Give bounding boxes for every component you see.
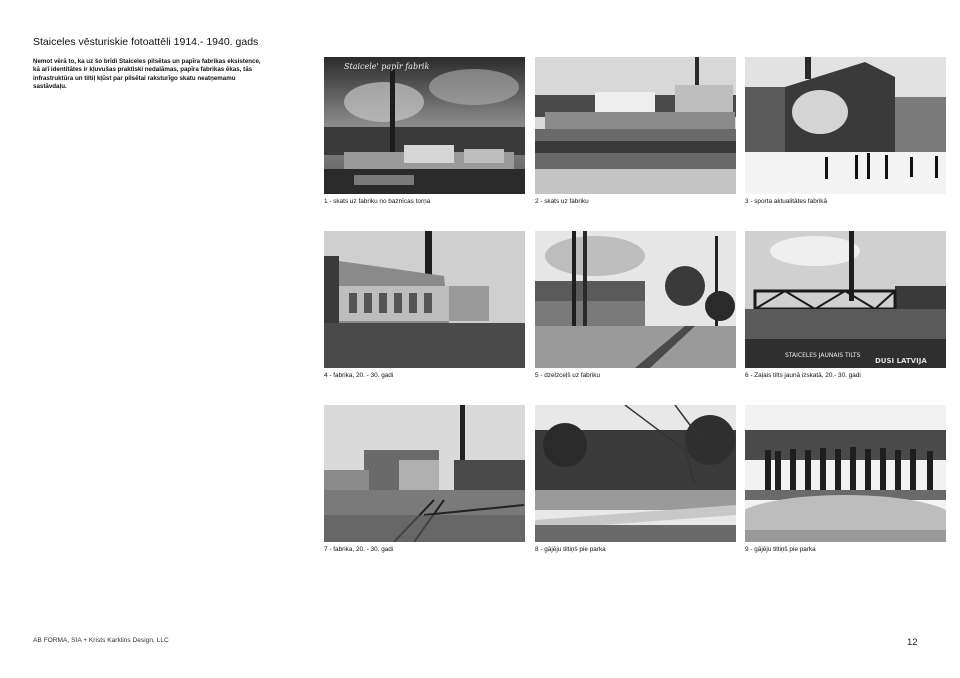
photo-6-inscription: STAICELES JAUNAIS TILTS: [785, 352, 861, 359]
photo-4-image: [324, 231, 525, 368]
photo-1-inscription: Staicele' papīr fabrik: [344, 62, 430, 71]
photo-8-caption: 8 - gājēju tiltiņš pie parka: [535, 546, 606, 553]
photo-3-image: [745, 57, 946, 194]
photo-5-image: [535, 231, 736, 368]
photo-2-caption: 2 - skats uz fabriku: [535, 198, 589, 205]
photo-2-image: [535, 57, 736, 194]
intro-text: Ņemot vērā to, ka uz šo brīdi Staiceles pilsētas un papīra fabrikas eksistence, kā arī identitātes ir kļuvušas praktiski nedalāmas, papīra fabrikas ēkas, tās infrastruktūra un tiltiļ kļūst par pilsētai raksturīgo skatu neatņemamu sastāvdaļu.: [33, 58, 261, 91]
footer-credit: AB FORMA, SIA + Krists Karklins Design, LLC: [33, 637, 169, 644]
photo-1-image: [324, 57, 525, 194]
photo-7-caption: 7 - fabrika, 20. - 30. gadi: [324, 546, 394, 553]
photo-8: [535, 405, 736, 553]
photo-4-caption: 4 - fabrika, 20. - 30. gadi: [324, 372, 394, 379]
page-number: 12: [907, 637, 918, 648]
photo-8-image: [535, 405, 736, 542]
photo-2: [535, 57, 736, 205]
photo-3: [745, 57, 946, 205]
photo-7: [324, 405, 525, 553]
photo-9-caption: 9 - gājēju tiltiņš pie parka: [745, 546, 816, 553]
photo-3-caption: 3 - sporta aktualitātes fabrikā: [745, 198, 828, 205]
photo-4: [324, 231, 525, 379]
photo-6: [745, 231, 946, 379]
photo-6-inscription-2: DUSI LATVIJA: [875, 357, 927, 365]
photo-9-image: [745, 405, 946, 542]
photo-1: [324, 57, 525, 205]
photo-6-image: [745, 231, 946, 368]
page-title: Staiceles vēsturiskie fotoattēli 1914.- 1940. gads: [33, 36, 259, 48]
photo-7-image: [324, 405, 525, 542]
photo-5: [535, 231, 736, 379]
photo-5-caption: 5 - dzelzceļš uz fabriku: [535, 372, 600, 379]
photo-6-caption: 6 - Zaļais tilts jaunā izskatā, 20.- 30. gadi: [745, 372, 861, 379]
photo-1-caption: 1 - skats uz fabriku no baznīcas torņa: [324, 198, 431, 205]
photo-9: [745, 405, 946, 553]
